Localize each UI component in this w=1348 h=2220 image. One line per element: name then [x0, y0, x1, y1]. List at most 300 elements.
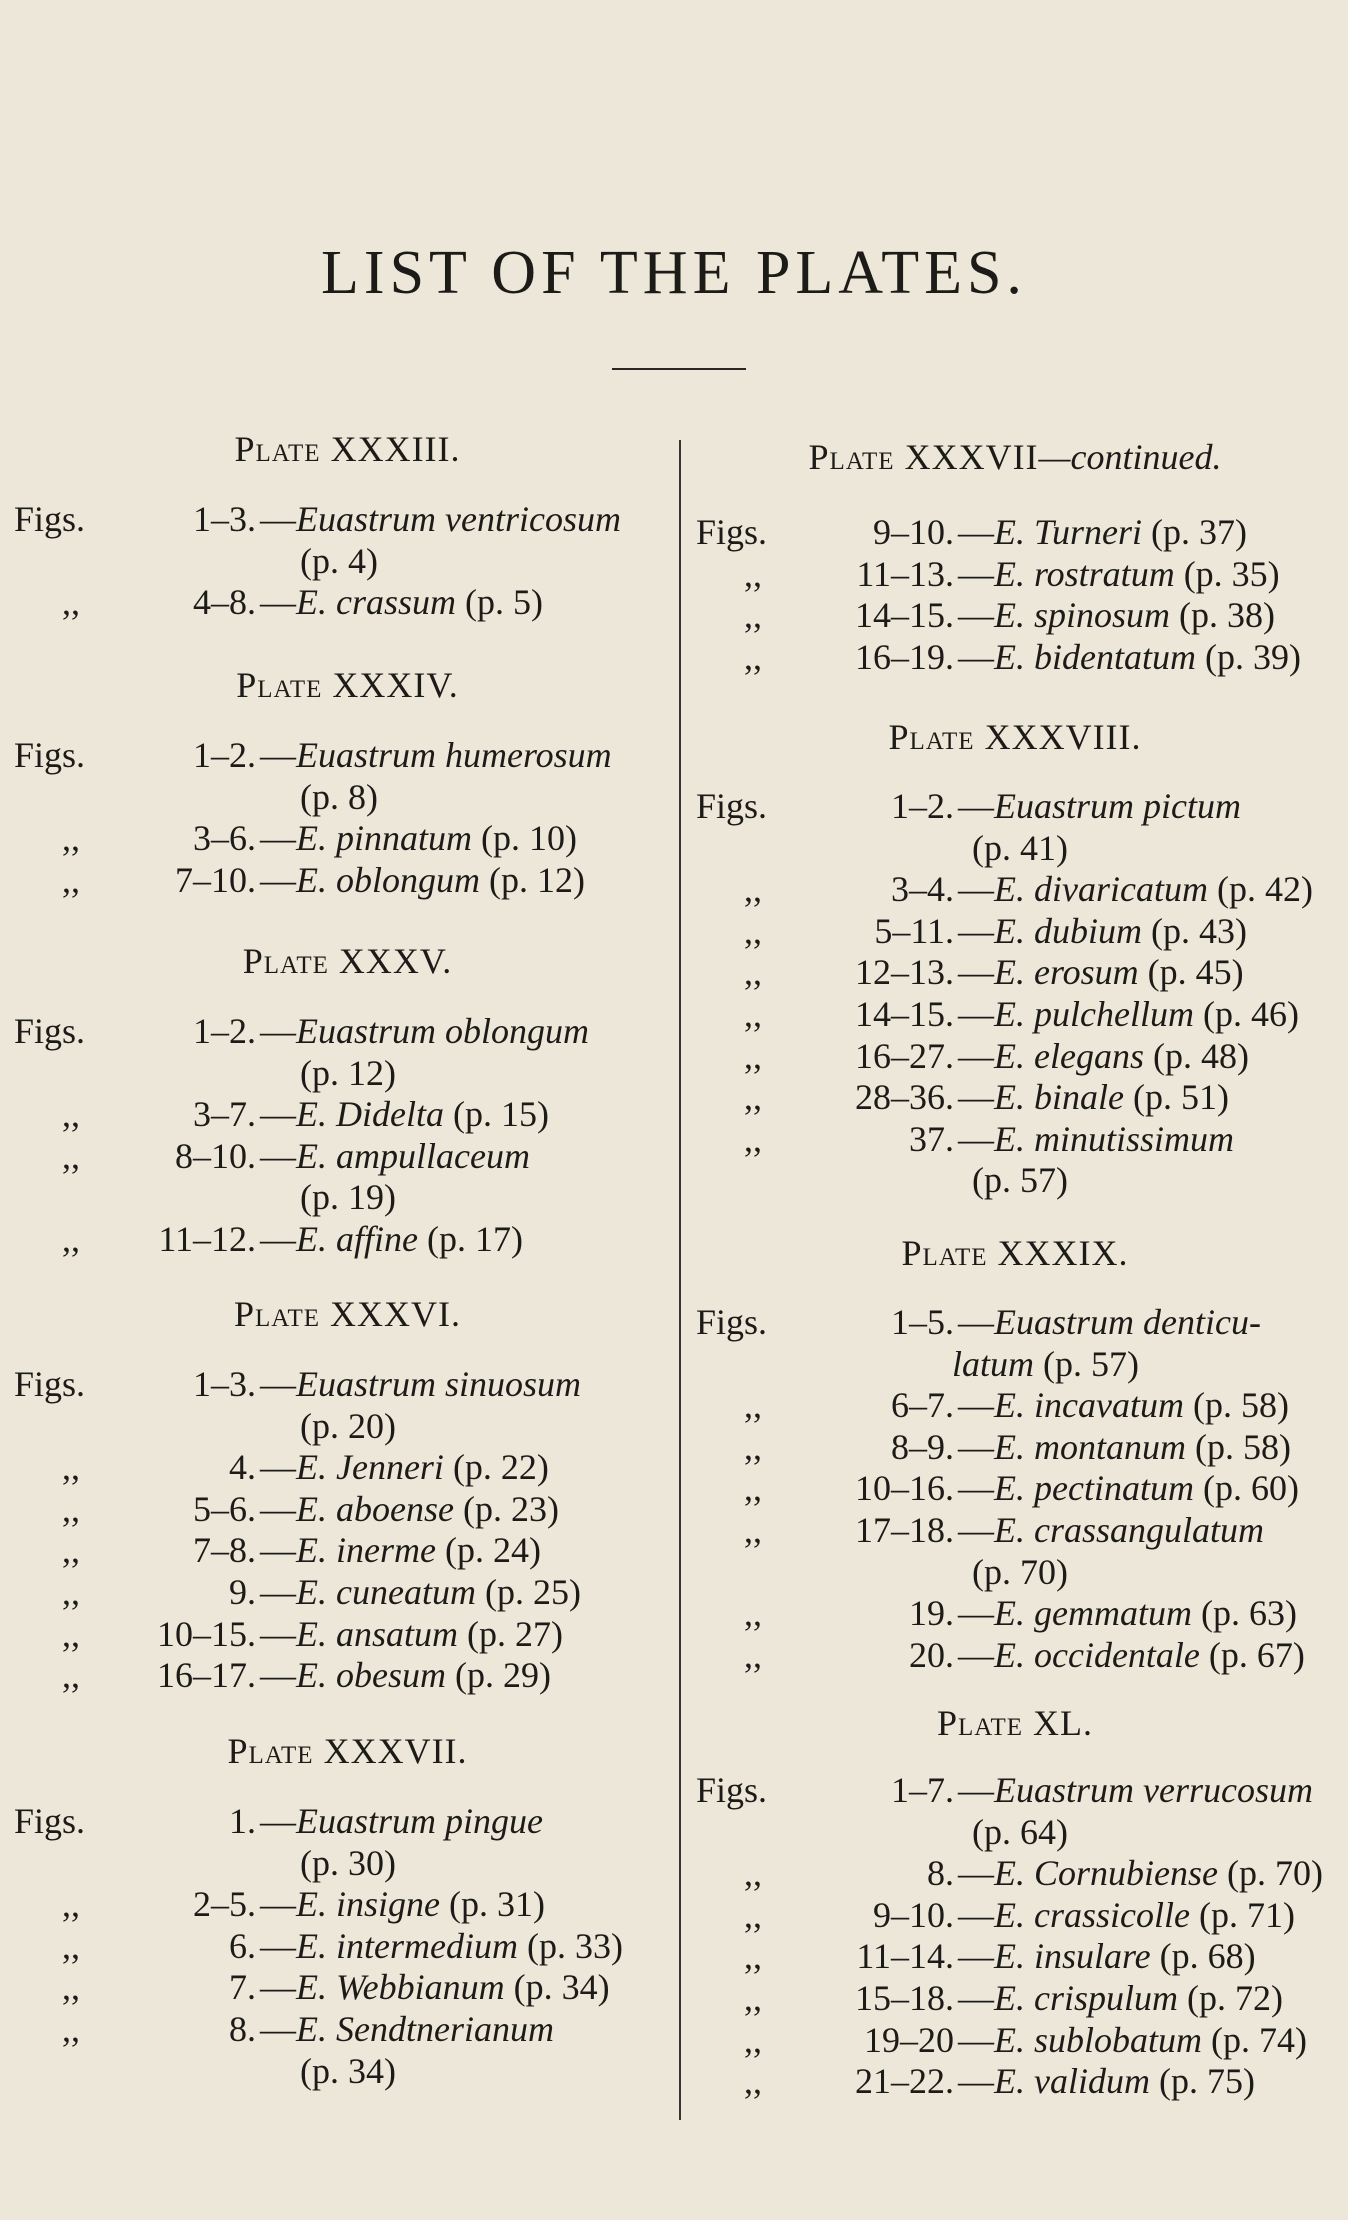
- ditto-mark: ,,: [744, 1035, 762, 1076]
- figure-entry: [682, 1769, 1348, 1811]
- figure-entry: [0, 734, 679, 776]
- figure-description: —E. pulchellum (p. 46): [958, 994, 1299, 1034]
- title-rule: [612, 368, 746, 370]
- figure-numbers: 1–2.: [193, 1011, 256, 1051]
- species-name: E. bidentatum: [994, 636, 1196, 677]
- figure-description: —E. pectinatum (p. 60): [958, 1468, 1299, 1509]
- species-name: E. pectinatum: [994, 1468, 1194, 1509]
- figure-entry: [682, 2060, 1348, 2102]
- page-reference: (p. 58): [1195, 1426, 1291, 1467]
- ditto-mark: ,,: [62, 1655, 80, 1696]
- figure-entry: [0, 581, 679, 623]
- figure-entry: [682, 1852, 1348, 1894]
- figure-description: —E. intermedium (p. 33): [260, 1925, 623, 1966]
- ditto-mark: ,,: [744, 1894, 762, 1935]
- species-name: E. inerme: [296, 1530, 436, 1571]
- ditto-mark: ,,: [744, 1978, 762, 2018]
- figure-entry: [0, 1529, 679, 1571]
- plate-heading: [8, 664, 687, 706]
- figure-numbers: 28–36.: [855, 1077, 954, 1118]
- figs-label: Figs.: [696, 1770, 768, 1810]
- page-reference: (p. 29): [454, 1655, 551, 1696]
- figure-numbers: 10–16.: [855, 1468, 954, 1509]
- page-title: LIST OF THE PLATES.: [321, 239, 1027, 307]
- species-name: E. affine: [296, 1219, 418, 1259]
- figure-entry: [0, 1218, 679, 1260]
- page-reference: (p. 75): [1158, 2061, 1255, 2102]
- page-reference: (p. 38): [1179, 595, 1275, 636]
- page-reference: (p. 51): [1132, 1077, 1229, 1118]
- figure-description: —E. elegans (p. 48): [958, 1035, 1249, 1076]
- page-reference: (p. 48): [1152, 1035, 1249, 1076]
- page-reference: (p. 45): [1147, 952, 1244, 993]
- species-name: E. erosum: [994, 952, 1139, 993]
- page-reference: (p. 68): [1159, 1936, 1256, 1977]
- ditto-mark: ,,: [62, 1447, 80, 1488]
- plate-heading: [682, 1702, 1348, 1744]
- ditto-mark: ,,: [62, 1572, 80, 1612]
- figure-numbers: 19–20: [864, 2019, 954, 2060]
- figure-description: —E. Sendtnerianum: [260, 2009, 554, 2049]
- figure-numbers: 3–4.: [891, 869, 954, 910]
- figure-numbers: 2–5.: [193, 1884, 256, 1925]
- figure-entry: [0, 1571, 679, 1613]
- ditto-mark: ,,: [744, 1077, 762, 1118]
- plate-heading-label: Plate XXXVII.: [227, 1731, 468, 1771]
- figure-entry: [682, 1301, 1348, 1343]
- figure-description: —E. Cornubiense (p. 70): [958, 1853, 1323, 1894]
- figure-entry: [0, 1883, 679, 1925]
- figure-entry: [0, 1135, 679, 1177]
- page-reference: (p. 20): [300, 1405, 396, 1446]
- page-reference: (p. 15): [452, 1094, 549, 1135]
- figure-numbers: 9–10.: [873, 1894, 954, 1935]
- plate-heading: [8, 940, 687, 982]
- page-reference: (p. 60): [1202, 1468, 1299, 1509]
- page-reference: (p. 23): [462, 1488, 559, 1529]
- figure-entry: [0, 1488, 679, 1530]
- species-name: Euastrum humerosum: [296, 735, 612, 775]
- figure-description: —Euastrum denticu-: [958, 1302, 1261, 1342]
- figure-description: —Euastrum humerosum: [260, 735, 612, 775]
- figure-description: —E. ansatum (p. 27): [260, 1613, 563, 1654]
- ditto-mark: ,,: [744, 994, 762, 1034]
- species-name: E. Sendtnerianum: [296, 2009, 554, 2049]
- page-reference: (p. 33): [526, 1925, 623, 1966]
- species-name: Euastrum verrucosum: [994, 1770, 1313, 1810]
- page-reference-line: [300, 1052, 396, 1094]
- plate-heading-label: Plate XXXVIII.: [888, 717, 1142, 757]
- figure-description: —E. erosum (p. 45): [958, 952, 1244, 993]
- plate-heading-label: Plate XXXVII: [808, 437, 1039, 477]
- page-reference-line: [972, 1811, 1068, 1853]
- ditto-mark: ,,: [744, 1936, 762, 1977]
- page-reference-line: [300, 1176, 396, 1218]
- figure-description: —E. sublobatum (p. 74): [958, 2019, 1307, 2060]
- page-reference: (p. 37): [1151, 512, 1248, 552]
- page-reference: (p. 12): [489, 859, 585, 900]
- figure-entry: [0, 1966, 679, 2008]
- figure-numbers: 7.: [229, 1967, 256, 2008]
- species-name: Euastrum ventricosum: [296, 499, 621, 539]
- figure-entry: [682, 1426, 1348, 1468]
- figure-description: —E. ampullaceum: [260, 1135, 530, 1176]
- figure-numbers: 11–12.: [158, 1219, 256, 1259]
- figure-numbers: 11–14.: [856, 1936, 954, 1977]
- figure-entry: [0, 498, 679, 540]
- figure-entry: [0, 1093, 679, 1135]
- figure-description: —Euastrum pictum: [958, 786, 1241, 826]
- figure-entry: [682, 1076, 1348, 1118]
- species-name: E. validum: [994, 2061, 1150, 2102]
- figure-description: —E. incavatum (p. 58): [958, 1385, 1289, 1426]
- ditto-mark: ,,: [744, 553, 762, 594]
- figure-entry: [0, 1363, 679, 1405]
- species-name: E. gemmatum: [994, 1593, 1192, 1634]
- page-reference: (p. 17): [426, 1219, 523, 1259]
- ditto-mark: ,,: [744, 1593, 762, 1634]
- species-name: E. Jenneri: [296, 1447, 444, 1488]
- ditto-mark: ,,: [744, 1426, 762, 1467]
- figure-entry: [682, 993, 1348, 1035]
- ditto-mark: ,,: [62, 1925, 80, 1966]
- page-reference: (p. 63): [1200, 1593, 1297, 1634]
- figure-entry: [682, 1384, 1348, 1426]
- species-name: E. pulchellum: [994, 994, 1194, 1034]
- species-name: E. crassangulatum: [994, 1510, 1264, 1550]
- figure-entry: [682, 1118, 1348, 1160]
- page-reference: (p. 10): [481, 818, 577, 859]
- ditto-mark: ,,: [62, 1219, 80, 1259]
- species-name: E. rostratum: [994, 553, 1175, 594]
- figure-numbers: 7–8.: [193, 1530, 256, 1571]
- figure-entry: [682, 511, 1348, 553]
- page-reference: (p. 70): [972, 1551, 1068, 1592]
- figure-description: —E. crispulum (p. 72): [958, 1978, 1283, 2018]
- figure-description: —E. oblongum (p. 12): [260, 859, 585, 900]
- figure-entry: [682, 910, 1348, 952]
- species-name: E. oblongum: [296, 859, 480, 900]
- figure-numbers: 10–15.: [157, 1613, 256, 1654]
- species-name: Euastrum pictum: [994, 786, 1241, 826]
- ditto-mark: ,,: [62, 1488, 80, 1529]
- page-reference-line: [300, 1405, 396, 1447]
- page-reference: (p. 8): [300, 776, 378, 817]
- ditto-mark: ,,: [744, 952, 762, 993]
- figure-numbers: 5–11.: [874, 910, 954, 951]
- ditto-mark: ,,: [744, 595, 762, 636]
- species-name: E. insigne: [296, 1884, 440, 1925]
- ditto-mark: ,,: [744, 1118, 762, 1159]
- figure-entry: [0, 1613, 679, 1655]
- figure-numbers: 16–17.: [157, 1655, 256, 1696]
- species-name: E. ansatum: [296, 1613, 458, 1654]
- figure-description: —Euastrum sinuosum: [260, 1364, 582, 1404]
- figure-description: —E. dubium (p. 43): [958, 910, 1247, 951]
- ditto-mark: ,,: [62, 859, 80, 900]
- ditto-mark: ,,: [744, 2061, 762, 2102]
- figure-numbers: 1–7.: [891, 1770, 954, 1810]
- ditto-mark: ,,: [62, 2009, 80, 2049]
- species-name: E. occidentale: [994, 1634, 1200, 1675]
- species-name: E. ampullaceum: [296, 1135, 530, 1176]
- figure-numbers: 3–7.: [193, 1094, 256, 1135]
- plate-heading: [8, 1293, 687, 1335]
- species-name: E. divaricatum: [994, 869, 1208, 910]
- figure-entry: [682, 594, 1348, 636]
- page-reference-line: [300, 2050, 396, 2092]
- species-name: Euastrum sinuosum: [296, 1364, 582, 1404]
- ditto-mark: ,,: [744, 2019, 762, 2060]
- figure-numbers: 20.: [909, 1634, 954, 1675]
- figure-numbers: 11–13.: [856, 553, 954, 594]
- ditto-mark: ,,: [744, 1468, 762, 1509]
- figure-entry: [682, 553, 1348, 595]
- figure-entry: [682, 1977, 1348, 2019]
- figs-label: Figs.: [696, 1302, 768, 1342]
- page-reference: (p. 42): [1216, 869, 1313, 910]
- figs-label: Figs.: [696, 786, 768, 826]
- figs-label: Figs.: [14, 735, 86, 775]
- page-reference: (p. 71): [1198, 1894, 1295, 1935]
- figure-numbers: 12–13.: [855, 952, 954, 993]
- figure-numbers: 17–18.: [855, 1510, 954, 1550]
- ditto-mark: ,,: [744, 1853, 762, 1894]
- species-name: Euastrum oblongum: [296, 1011, 590, 1051]
- figure-description: —E. obesum (p. 29): [260, 1655, 551, 1696]
- figure-numbers: 21–22.: [855, 2061, 954, 2102]
- figure-numbers: 5–6.: [193, 1488, 256, 1529]
- page-reference: (p. 22): [452, 1447, 549, 1488]
- figure-description: —E. Didelta (p. 15): [260, 1094, 549, 1135]
- plate-heading-label: Plate XXXIII.: [234, 429, 461, 469]
- page-reference: (p. 19): [300, 1177, 396, 1218]
- figure-entry: [0, 859, 679, 901]
- plate-heading: [682, 716, 1348, 758]
- page-reference: (p. 4): [300, 540, 378, 581]
- figure-numbers: 7–10.: [175, 859, 256, 900]
- species-name: E. crassum: [296, 582, 456, 623]
- species-name: E. intermedium: [296, 1925, 518, 1966]
- figure-numbers: 14–15.: [855, 994, 954, 1034]
- species-name: Euastrum denticu-: [994, 1302, 1261, 1342]
- ditto-mark: ,,: [62, 1884, 80, 1925]
- plate-heading-label: Plate XXXIX.: [901, 1233, 1129, 1273]
- page-reference-line: [972, 1159, 1068, 1201]
- figure-description: —E. insigne (p. 31): [260, 1884, 545, 1925]
- species-name: E. pinnatum: [296, 818, 472, 859]
- figure-numbers: 1.: [229, 1801, 256, 1841]
- page-reference: (p. 5): [465, 582, 543, 623]
- ditto-mark: ,,: [62, 1094, 80, 1135]
- figure-entry: [682, 951, 1348, 993]
- page-reference: (p. 39): [1204, 636, 1301, 677]
- figs-label: Figs.: [14, 1364, 86, 1404]
- figure-description: —E. rostratum (p. 35): [958, 553, 1280, 594]
- page-reference: (p. 74): [1211, 2019, 1307, 2060]
- plate-heading: [682, 1232, 1348, 1274]
- figure-description: —E. insulare (p. 68): [958, 1936, 1256, 1977]
- page-reference: (p. 34): [300, 2050, 396, 2091]
- figure-description: —E. occidentale (p. 67): [958, 1634, 1305, 1675]
- ditto-mark: ,,: [62, 1135, 80, 1176]
- page-reference-line: [972, 1551, 1068, 1593]
- page-reference: (p. 43): [1151, 910, 1247, 951]
- figure-entry: [682, 868, 1348, 910]
- page-reference: (p. 31): [448, 1884, 545, 1925]
- plate-heading: [682, 436, 1348, 478]
- plate-heading: [8, 428, 687, 470]
- species-name: E. spinosum: [994, 595, 1171, 636]
- figure-entry: [682, 1935, 1348, 1977]
- figure-entry: [0, 817, 679, 859]
- figure-numbers: 4–8.: [193, 582, 256, 623]
- page-reference-line: [952, 1343, 1139, 1385]
- figure-numbers: 4.: [229, 1447, 256, 1488]
- figure-description: —E. inerme (p. 24): [260, 1530, 541, 1571]
- figure-numbers: 14–15.: [855, 595, 954, 636]
- figure-numbers: 1–2.: [891, 786, 954, 826]
- figure-numbers: 6–7.: [891, 1385, 954, 1426]
- plate-heading-label: Plate XL.: [936, 1703, 1094, 1743]
- figure-entry: [0, 1010, 679, 1052]
- plate-heading-continued: —continued.: [1038, 437, 1222, 477]
- figure-description: —E. minutissimum: [958, 1118, 1235, 1159]
- species-name: E. crispulum: [994, 1978, 1178, 2018]
- ditto-mark: ,,: [62, 1613, 80, 1654]
- plate-heading-label: Plate XXXV.: [242, 941, 453, 981]
- ditto-mark: ,,: [744, 1385, 762, 1426]
- figure-description: —E. pinnatum (p. 10): [260, 818, 577, 859]
- figure-numbers: 8–9.: [891, 1426, 954, 1467]
- ditto-mark: ,,: [744, 636, 762, 677]
- figure-numbers: 9.: [229, 1572, 256, 1612]
- ditto-mark: ,,: [62, 582, 80, 623]
- plate-heading-label: Plate XXXIV.: [236, 665, 459, 705]
- species-name: E. Cornubiense: [994, 1853, 1218, 1894]
- page-reference: (p. 12): [300, 1052, 396, 1093]
- figure-description: —Euastrum pingue: [260, 1801, 543, 1841]
- figure-description: —E. crassum (p. 5): [260, 582, 543, 623]
- ditto-mark: ,,: [62, 1530, 80, 1571]
- figs-label: Figs.: [14, 1011, 86, 1051]
- figure-entry: [682, 1894, 1348, 1936]
- species-name: E. Didelta: [296, 1094, 444, 1135]
- page-reference: (p. 64): [972, 1811, 1068, 1852]
- page-reference: (p. 34): [513, 1967, 610, 2008]
- figure-numbers: 15–18.: [855, 1978, 954, 2018]
- species-name-continued: latum: [952, 1343, 1035, 1384]
- species-name: E. elegans: [994, 1035, 1144, 1076]
- species-name: E. binale: [994, 1077, 1124, 1118]
- species-name: E. incavatum: [994, 1385, 1184, 1426]
- ditto-mark: ,,: [744, 1510, 762, 1550]
- ditto-mark: ,,: [62, 818, 80, 859]
- species-name: E. minutissimum: [994, 1118, 1235, 1159]
- page-reference: (p. 35): [1183, 553, 1280, 594]
- ditto-mark: ,,: [744, 910, 762, 951]
- figure-numbers: 3–6.: [193, 818, 256, 859]
- figure-entry: [0, 1800, 679, 1842]
- figure-description: —Euastrum verrucosum: [958, 1770, 1313, 1810]
- figure-numbers: 8.: [927, 1853, 954, 1894]
- figure-numbers: 6.: [229, 1925, 256, 1966]
- figure-description: —E. affine (p. 17): [260, 1219, 523, 1259]
- page-reference-line: [300, 540, 378, 582]
- page-reference-line: [972, 827, 1068, 869]
- figure-description: —Euastrum ventricosum: [260, 499, 621, 539]
- figure-numbers: 9–10.: [873, 512, 954, 552]
- figure-entry: [0, 1654, 679, 1696]
- page-reference: (p. 57): [972, 1160, 1068, 1201]
- page-reference: (p. 67): [1208, 1634, 1305, 1675]
- page-reference: (p. 58): [1192, 1385, 1289, 1426]
- species-name: E. aboense: [296, 1488, 454, 1529]
- figure-numbers: 37.: [909, 1118, 954, 1159]
- figure-numbers: 1–5.: [891, 1302, 954, 1342]
- species-name: Euastrum pingue: [296, 1801, 543, 1841]
- figure-description: —E. cuneatum (p. 25): [260, 1572, 581, 1612]
- page-reference-line: [300, 1842, 396, 1884]
- figs-label: Figs.: [696, 512, 768, 552]
- figure-entry: [682, 1509, 1348, 1551]
- species-name: E. sublobatum: [994, 2019, 1203, 2060]
- figs-label: Figs.: [14, 1801, 86, 1841]
- page-reference-line: [300, 776, 378, 818]
- figure-entry: [0, 1925, 679, 1967]
- page-reference: (p. 46): [1202, 994, 1299, 1034]
- figure-description: —E. Turneri (p. 37): [958, 512, 1248, 552]
- figure-description: —E. binale (p. 51): [958, 1077, 1229, 1118]
- figure-description: —E. Jenneri (p. 22): [260, 1447, 549, 1488]
- figure-description: —E. spinosum (p. 38): [958, 595, 1275, 636]
- figure-entry: [0, 2008, 679, 2050]
- figure-description: —Euastrum oblongum: [260, 1011, 590, 1051]
- figure-description: —E. crassangulatum: [958, 1510, 1264, 1550]
- figure-description: —E. gemmatum (p. 63): [958, 1593, 1297, 1634]
- figs-label: Figs.: [14, 499, 86, 539]
- page-reference: (p. 27): [467, 1613, 563, 1654]
- page-reference: (p. 30): [300, 1842, 396, 1883]
- species-name: E. crassicolle: [994, 1894, 1190, 1935]
- figure-numbers: 16–27.: [855, 1035, 954, 1076]
- figure-description: —E. crassicolle (p. 71): [958, 1894, 1295, 1935]
- ditto-mark: ,,: [744, 1634, 762, 1675]
- figure-description: —E. aboense (p. 23): [260, 1488, 559, 1529]
- figure-description: —E. validum (p. 75): [958, 2061, 1255, 2102]
- figure-numbers: 1–2.: [193, 735, 256, 775]
- figure-entry: [682, 785, 1348, 827]
- plate-heading-label: Plate XXXVI.: [233, 1294, 462, 1334]
- figure-entry: [682, 636, 1348, 678]
- figure-entry: [682, 1634, 1348, 1676]
- species-name: E. Turneri: [994, 512, 1143, 552]
- figure-numbers: 1–3.: [193, 499, 256, 539]
- page-reference: (p. 25): [484, 1572, 581, 1612]
- figure-description: —E. divaricatum (p. 42): [958, 869, 1313, 910]
- species-name: E. insulare: [994, 1936, 1151, 1977]
- figure-numbers: 8–10.: [175, 1135, 256, 1176]
- ditto-mark: ,,: [744, 869, 762, 910]
- page-reference: (p. 24): [444, 1530, 541, 1571]
- figure-numbers: 19.: [909, 1593, 954, 1634]
- figure-description: —E. bidentatum (p. 39): [958, 636, 1301, 677]
- figure-numbers: 8.: [229, 2009, 256, 2049]
- figure-description: —E. Webbianum (p. 34): [260, 1967, 610, 2008]
- plate-heading: [8, 1730, 687, 1772]
- species-name: E. obesum: [296, 1655, 446, 1696]
- species-name: E. Webbianum: [296, 1967, 505, 2008]
